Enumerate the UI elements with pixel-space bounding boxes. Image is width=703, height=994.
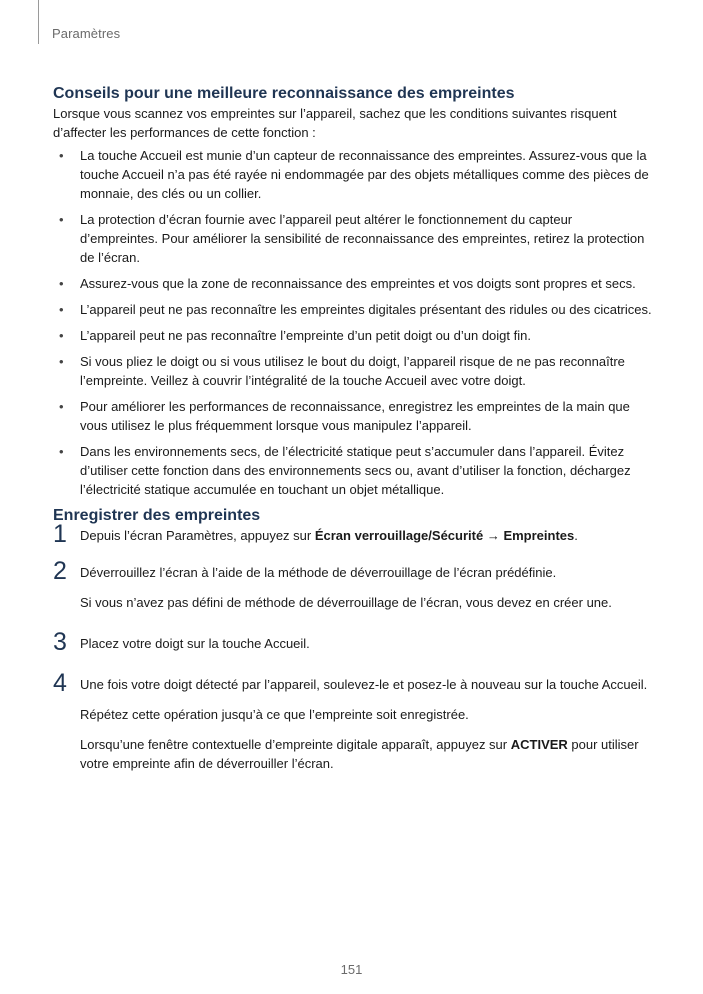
tips-list-item <box>53 352 653 390</box>
step-item <box>53 669 653 773</box>
page-content <box>53 84 653 773</box>
activate-label: ACTIVER <box>510 737 568 752</box>
step-text: Une fois votre doigt détecté par l’appareil, soulevez-le et posez-le à nouveau sur la touche Accueil. <box>80 677 648 692</box>
register-section-title: Enregistrer des empreintes <box>53 507 261 524</box>
step-subtext: Répétez cette opération jusqu’à ce que l’empreinte soit enregistrée. <box>80 707 469 722</box>
running-header: Paramètres <box>52 26 121 41</box>
step-text-part: Lorsqu’une fenêtre contextuelle d’empreinte digitale apparaît, appuyez sur <box>80 737 511 752</box>
step-number: 3 <box>53 628 67 656</box>
tip-text: Dans les environnements secs, de l’électricité statique peut s’accumuler dans l’appareil. Évitez d’utiliser cette fonction dans des environnements secs ou, avant d’utiliser la fonction, déchargez l’électricité statique accumulée en touchant un objet métallique. <box>80 444 631 497</box>
step-number: 4 <box>53 669 67 697</box>
tip-text: Assurez-vous que la zone de reconnaissance des empreintes et vos doigts sont propres et secs. <box>80 276 636 291</box>
tips-list-item <box>53 442 653 499</box>
tips-list <box>53 146 653 499</box>
step-text: Déverrouillez l’écran à l’aide de la méthode de déverrouillage de l’écran prédéfinie. <box>80 565 557 580</box>
tips-list-item <box>53 210 653 267</box>
tips-section-title: Conseils pour une meilleure reconnaissance des empreintes <box>53 85 515 102</box>
step-text-part: Depuis l’écran Paramètres, appuyez sur <box>80 528 315 543</box>
tips-list-item <box>53 146 653 203</box>
step-item <box>53 628 653 656</box>
arrow-icon: → <box>483 528 504 543</box>
step-item <box>53 520 653 548</box>
tip-text: La touche Accueil est munie d’un capteur de reconnaissance des empreintes. Assurez-vous que la touche Accueil n’a pas été rayée ni endommagée par des objets métalliques comme des pièces de monnaie, des clés ou un collier. <box>80 148 649 201</box>
page-number: 151 <box>340 962 363 977</box>
tip-text: Si vous pliez le doigt ou si vous utilisez le bout du doigt, l’appareil risque de ne pas reconnaître l’empreinte. Veillez à couvrir l’intégralité de la touche Accueil avec votre doigt. <box>80 354 625 388</box>
step-subtext: Si vous n’avez pas défini de méthode de déverrouillage de l’écran, vous devez en créer une. <box>80 595 612 610</box>
tips-list-item <box>53 326 653 345</box>
tips-intro: Lorsque vous scannez vos empreintes sur l’appareil, sachez que les conditions suivantes risquent d’affecter les performances de cette fonction : <box>53 106 617 140</box>
step-text: Placez votre doigt sur la touche Accueil. <box>80 636 310 651</box>
tips-list-item <box>53 300 653 319</box>
bullet-icon: • <box>59 399 64 414</box>
bullet-icon: • <box>59 212 64 227</box>
menu-path-fingerprints: Empreintes <box>503 528 575 543</box>
bullet-icon: • <box>59 302 64 317</box>
tip-text: La protection d’écran fournie avec l’appareil peut altérer le fonctionnement du capteur d’empreintes. Pour améliorer la sensibilité de reconnaissance des empreintes, retirez la protection de l’écran. <box>80 212 645 265</box>
bullet-icon: • <box>59 328 64 343</box>
step-number: 1 <box>53 520 67 548</box>
bullet-icon: • <box>59 444 64 459</box>
header-divider-line <box>38 0 39 44</box>
tip-text: L’appareil peut ne pas reconnaître les empreintes digitales présentant des ridules ou des cicatrices. <box>80 302 652 317</box>
bullet-icon: • <box>59 354 64 369</box>
step-number: 2 <box>53 557 67 585</box>
step-item <box>53 557 653 612</box>
steps-list <box>53 520 653 773</box>
step-text-part: pour utiliser votre empreinte afin de déverrouiller l’écran. <box>80 737 639 771</box>
bullet-icon: • <box>59 148 64 163</box>
bullet-icon: • <box>59 276 64 291</box>
step-subtext <box>80 735 653 773</box>
tips-list-item <box>53 397 653 435</box>
tip-text: Pour améliorer les performances de reconnaissance, enregistrez les empreintes de la main que vous utilisez le plus fréquemment lorsque vous manipulez l’appareil. <box>80 399 630 433</box>
menu-path-lock-security: Écran verrouillage/Sécurité <box>314 528 484 543</box>
step-text-part: . <box>574 528 578 543</box>
step-text <box>80 526 653 545</box>
tip-text: L’appareil peut ne pas reconnaître l’empreinte d’un petit doigt ou d’un doigt fin. <box>80 328 531 343</box>
tips-list-item <box>53 274 653 293</box>
